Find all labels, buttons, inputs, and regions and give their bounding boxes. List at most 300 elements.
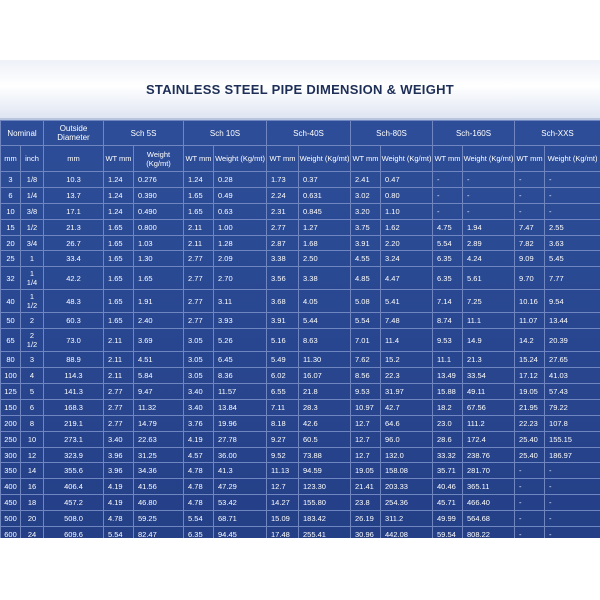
sch80s-wt-cell: 10.97 [351,399,381,415]
sch40s-weight-cell: 94.59 [299,463,351,479]
outside-diameter-cell: 141.3 [44,384,104,400]
sch10s-weight-cell: 68.71 [214,511,267,527]
sch10s-weight-cell: 53.42 [214,495,267,511]
sch40s-weight-cell: 1.68 [299,235,351,251]
sch40s-weight-cell: 4.05 [299,290,351,313]
sch5s-wt-cell: 2.11 [104,329,134,352]
schxxs-wt-cell: - [515,479,545,495]
outside-diameter-cell: 60.3 [44,313,104,329]
nominal-mm-cell: 150 [1,399,21,415]
sch80s-wt-cell: 7.01 [351,329,381,352]
sch160s-weight-cell: 2.89 [463,235,515,251]
schxxs-wt-cell: 10.16 [515,290,545,313]
sch40s-wt-cell: 5.49 [267,352,299,368]
sch160s-wt-cell: - [433,172,463,188]
schxxs-wt-cell: 19.05 [515,384,545,400]
schxxs-weight-cell: - [545,527,600,538]
schedule-header: Sch 10S [184,121,267,146]
sch40s-wt-cell: 2.24 [267,187,299,203]
schxxs-weight-cell: 3.63 [545,235,600,251]
sch160s-wt-cell: 6.35 [433,251,463,267]
sch40s-weight-cell: 0.631 [299,187,351,203]
sch5s-weight-cell: 1.65 [134,267,184,290]
sch80s-weight-cell: 2.20 [381,235,433,251]
nominal-inch-cell: 24 [21,527,44,538]
schxxs-weight-cell: - [545,511,600,527]
sch160s-wt-cell: 28.6 [433,431,463,447]
sch80s-weight-cell: 254.36 [381,495,433,511]
sch10s-wt-cell: 2.77 [184,290,214,313]
schxxs-wt-cell: 25.40 [515,447,545,463]
sch5s-wt-cell: 1.24 [104,203,134,219]
sch160s-wt-cell: 5.54 [433,235,463,251]
schxxs-wt-cell: - [515,203,545,219]
sch40s-wt-cell: 7.11 [267,399,299,415]
schedule-header: Sch-80S [351,121,433,146]
sch10s-wt-cell: 1.65 [184,203,214,219]
weight-header: Weight (Kg/mt) [299,146,351,172]
schxxs-weight-cell: - [545,479,600,495]
sch10s-weight-cell: 0.49 [214,187,267,203]
sch5s-weight-cell: 59.25 [134,511,184,527]
sch80s-wt-cell: 3.20 [351,203,381,219]
schxxs-wt-cell: - [515,495,545,511]
sch10s-weight-cell: 47.29 [214,479,267,495]
sch5s-wt-cell: 1.24 [104,172,134,188]
sch5s-wt-cell: 1.24 [104,187,134,203]
sch40s-weight-cell: 3.38 [299,267,351,290]
sch160s-wt-cell: 7.14 [433,290,463,313]
sch10s-wt-cell: 1.24 [184,172,214,188]
weight-header: Weight (Kg/mt) [381,146,433,172]
sch80s-weight-cell: 132.0 [381,447,433,463]
table-row [1,235,600,251]
sch160s-weight-cell: 4.24 [463,251,515,267]
table-row [1,203,600,219]
sch10s-wt-cell: 3.05 [184,352,214,368]
sch5s-weight-cell: 3.69 [134,329,184,352]
sch40s-wt-cell: 14.27 [267,495,299,511]
inch-header: inch [21,146,44,172]
schxxs-weight-cell: 79.22 [545,399,600,415]
sch160s-wt-cell: 23.0 [433,415,463,431]
wt-header: WT mm [433,146,463,172]
nominal-mm-cell: 400 [1,479,21,495]
sch160s-weight-cell: 5.61 [463,267,515,290]
sch10s-wt-cell: 4.19 [184,431,214,447]
sch80s-wt-cell: 3.75 [351,219,381,235]
sch5s-wt-cell: 2.77 [104,415,134,431]
schxxs-wt-cell: - [515,463,545,479]
sch160s-weight-cell: - [463,187,515,203]
table-row [1,368,600,384]
nominal-inch-cell: 18 [21,495,44,511]
sch160s-wt-cell: 4.75 [433,219,463,235]
sch5s-wt-cell: 4.78 [104,511,134,527]
nominal-mm-cell: 125 [1,384,21,400]
sch5s-wt-cell: 1.65 [104,267,134,290]
schxxs-weight-cell: 9.54 [545,290,600,313]
sch10s-weight-cell: 27.78 [214,431,267,447]
table-row [1,352,600,368]
sch5s-weight-cell: 1.30 [134,251,184,267]
sch10s-weight-cell: 36.00 [214,447,267,463]
outside-diameter-cell: 114.3 [44,368,104,384]
sch10s-weight-cell: 94.45 [214,527,267,538]
sch10s-wt-cell: 4.78 [184,495,214,511]
nominal-mm-cell: 65 [1,329,21,352]
schxxs-weight-cell: 27.65 [545,352,600,368]
sch160s-weight-cell: 564.68 [463,511,515,527]
outside-diameter-cell: 508.0 [44,511,104,527]
schxxs-weight-cell: - [545,172,600,188]
nominal-mm-cell: 80 [1,352,21,368]
nominal-inch-cell: 4 [21,368,44,384]
sch5s-wt-cell: 3.96 [104,447,134,463]
outside-diameter-cell: 48.3 [44,290,104,313]
schxxs-weight-cell: 13.44 [545,313,600,329]
mm-header: mm [1,146,21,172]
sch10s-weight-cell: 11.57 [214,384,267,400]
sch80s-weight-cell: 5.41 [381,290,433,313]
nominal-inch-cell: 3/4 [21,235,44,251]
sch40s-wt-cell: 15.09 [267,511,299,527]
sch80s-wt-cell: 3.91 [351,235,381,251]
schxxs-wt-cell: 9.70 [515,267,545,290]
sch80s-wt-cell: 4.55 [351,251,381,267]
sch5s-weight-cell: 1.91 [134,290,184,313]
sch40s-weight-cell: 60.5 [299,431,351,447]
schxxs-weight-cell: 57.43 [545,384,600,400]
sch80s-wt-cell: 23.8 [351,495,381,511]
sch40s-wt-cell: 9.52 [267,447,299,463]
sch5s-weight-cell: 0.276 [134,172,184,188]
sch10s-wt-cell: 2.77 [184,251,214,267]
sch5s-weight-cell: 46.80 [134,495,184,511]
sch80s-wt-cell: 12.7 [351,431,381,447]
sch10s-wt-cell: 2.77 [184,267,214,290]
nominal-inch-cell: 1/2 [21,219,44,235]
sch5s-weight-cell: 0.800 [134,219,184,235]
sch80s-wt-cell: 7.62 [351,352,381,368]
outside-diameter-cell: 273.1 [44,431,104,447]
schxxs-weight-cell: - [545,495,600,511]
wt-header: WT mm [351,146,381,172]
sch40s-wt-cell: 3.56 [267,267,299,290]
schxxs-wt-cell: - [515,187,545,203]
schxxs-weight-cell: - [545,203,600,219]
weight-header: Weight (Kg/mt) [214,146,267,172]
sch5s-weight-cell: 22.63 [134,431,184,447]
sch160s-weight-cell: - [463,172,515,188]
sch10s-wt-cell: 3.76 [184,415,214,431]
weight-header: Weight (Kg/mt) [463,146,515,172]
nominal-mm-cell: 3 [1,172,21,188]
schxxs-weight-cell: - [545,463,600,479]
sch10s-wt-cell: 3.40 [184,399,214,415]
sch10s-wt-cell: 2.77 [184,313,214,329]
outside-diameter-cell: 33.4 [44,251,104,267]
sch80s-wt-cell: 30.96 [351,527,381,538]
sch5s-wt-cell: 4.19 [104,495,134,511]
outside-diameter-cell: 13.7 [44,187,104,203]
sch80s-weight-cell: 203.33 [381,479,433,495]
sch5s-wt-cell: 1.65 [104,290,134,313]
sch80s-wt-cell: 19.05 [351,463,381,479]
schxxs-weight-cell: 107.8 [545,415,600,431]
nominal-mm-cell: 50 [1,313,21,329]
nominal-mm-cell: 300 [1,447,21,463]
table-row [1,329,600,352]
sch80s-wt-cell: 21.41 [351,479,381,495]
pipe-dimension-table [0,120,600,538]
sch160s-weight-cell: 808.22 [463,527,515,538]
schxxs-weight-cell: - [545,187,600,203]
outside-diameter-header: Outside Diameter [44,121,104,146]
title-band [0,60,600,120]
schxxs-wt-cell: 21.95 [515,399,545,415]
sch40s-weight-cell: 0.845 [299,203,351,219]
sch40s-weight-cell: 11.30 [299,352,351,368]
sch10s-weight-cell: 1.28 [214,235,267,251]
table-row [1,267,600,290]
sch5s-weight-cell: 9.47 [134,384,184,400]
sch10s-weight-cell: 0.63 [214,203,267,219]
nominal-inch-cell: 1/4 [21,187,44,203]
nominal-mm-cell: 200 [1,415,21,431]
sch5s-wt-cell: 1.65 [104,235,134,251]
sch160s-weight-cell: 111.2 [463,415,515,431]
sch80s-weight-cell: 64.6 [381,415,433,431]
sch40s-wt-cell: 3.68 [267,290,299,313]
sch10s-wt-cell: 4.78 [184,479,214,495]
schedule-header: Sch-XXS [515,121,600,146]
outside-diameter-cell: 21.3 [44,219,104,235]
table-row [1,290,600,313]
sch10s-wt-cell: 3.05 [184,368,214,384]
sch10s-wt-cell: 4.57 [184,447,214,463]
nominal-inch-cell: 3/8 [21,203,44,219]
outside-diameter-cell: 219.1 [44,415,104,431]
sch160s-wt-cell: 9.53 [433,329,463,352]
nominal-inch-cell: 1/8 [21,172,44,188]
sch10s-wt-cell: 4.78 [184,463,214,479]
sch5s-weight-cell: 41.56 [134,479,184,495]
table-row [1,415,600,431]
sch80s-weight-cell: 158.08 [381,463,433,479]
sch10s-weight-cell: 1.00 [214,219,267,235]
sch80s-weight-cell: 15.2 [381,352,433,368]
schxxs-wt-cell: 9.09 [515,251,545,267]
sch5s-weight-cell: 4.51 [134,352,184,368]
schxxs-wt-cell: 11.07 [515,313,545,329]
sch160s-weight-cell: 172.4 [463,431,515,447]
sch5s-weight-cell: 1.03 [134,235,184,251]
table-row [1,479,600,495]
sch40s-weight-cell: 73.88 [299,447,351,463]
sch10s-weight-cell: 0.28 [214,172,267,188]
sch40s-wt-cell: 17.48 [267,527,299,538]
sch40s-weight-cell: 123.30 [299,479,351,495]
sch80s-wt-cell: 12.7 [351,447,381,463]
nominal-mm-cell: 15 [1,219,21,235]
od-unit-header: mm [44,146,104,172]
table-row [1,447,600,463]
sch160s-wt-cell: 49.99 [433,511,463,527]
sch160s-wt-cell: 8.74 [433,313,463,329]
schedule-header: Sch-160S [433,121,515,146]
sch40s-weight-cell: 1.27 [299,219,351,235]
sch10s-weight-cell: 2.09 [214,251,267,267]
sch80s-weight-cell: 1.10 [381,203,433,219]
schedule-header: Sch-40S [267,121,351,146]
sch5s-wt-cell: 1.65 [104,313,134,329]
sch40s-weight-cell: 255.41 [299,527,351,538]
sch80s-wt-cell: 12.7 [351,415,381,431]
schxxs-wt-cell: - [515,172,545,188]
sch160s-wt-cell: 11.1 [433,352,463,368]
sch5s-wt-cell: 2.77 [104,384,134,400]
sch40s-wt-cell: 12.7 [267,479,299,495]
nominal-mm-cell: 100 [1,368,21,384]
sch160s-weight-cell: 238.76 [463,447,515,463]
nominal-inch-cell: 1 [21,251,44,267]
sch160s-wt-cell: 40.46 [433,479,463,495]
outside-diameter-cell: 10.3 [44,172,104,188]
nominal-mm-cell: 20 [1,235,21,251]
sch10s-weight-cell: 41.3 [214,463,267,479]
sch5s-wt-cell: 2.11 [104,368,134,384]
sch40s-wt-cell: 11.13 [267,463,299,479]
sch5s-weight-cell: 2.40 [134,313,184,329]
schxxs-wt-cell: - [515,511,545,527]
sch160s-wt-cell: 45.71 [433,495,463,511]
sch40s-wt-cell: 8.18 [267,415,299,431]
sch80s-weight-cell: 11.4 [381,329,433,352]
weight-header: Weight (Kg/mt) [134,146,184,172]
nominal-inch-cell: 14 [21,463,44,479]
wt-header: WT mm [184,146,214,172]
sch5s-weight-cell: 34.36 [134,463,184,479]
sch40s-weight-cell: 2.50 [299,251,351,267]
sch160s-weight-cell: 67.56 [463,399,515,415]
sch80s-weight-cell: 3.24 [381,251,433,267]
sch40s-weight-cell: 155.80 [299,495,351,511]
sch40s-wt-cell: 6.02 [267,368,299,384]
nominal-inch-cell: 6 [21,399,44,415]
sch40s-weight-cell: 21.8 [299,384,351,400]
nominal-mm-cell: 40 [1,290,21,313]
table-row [1,463,600,479]
sch40s-wt-cell: 3.91 [267,313,299,329]
sch10s-wt-cell: 1.65 [184,187,214,203]
sch160s-weight-cell: 11.1 [463,313,515,329]
sch10s-wt-cell: 2.11 [184,219,214,235]
nominal-inch-cell: 2 [21,313,44,329]
sch160s-weight-cell: 14.9 [463,329,515,352]
schxxs-weight-cell: 5.45 [545,251,600,267]
sch5s-weight-cell: 5.84 [134,368,184,384]
wt-header: WT mm [515,146,545,172]
table-row [1,511,600,527]
wt-header: WT mm [104,146,134,172]
sch5s-weight-cell: 14.79 [134,415,184,431]
sch80s-weight-cell: 22.3 [381,368,433,384]
outside-diameter-cell: 42.2 [44,267,104,290]
sch10s-wt-cell: 3.40 [184,384,214,400]
schxxs-weight-cell: 41.03 [545,368,600,384]
sch80s-weight-cell: 0.80 [381,187,433,203]
schedule-header: Sch 5S [104,121,184,146]
sch40s-wt-cell: 1.73 [267,172,299,188]
sch160s-weight-cell: 49.11 [463,384,515,400]
sch40s-wt-cell: 2.77 [267,219,299,235]
nominal-inch-cell: 16 [21,479,44,495]
table-row [1,527,600,538]
outside-diameter-cell: 457.2 [44,495,104,511]
outside-diameter-cell: 168.3 [44,399,104,415]
sch160s-wt-cell: 15.88 [433,384,463,400]
sch160s-weight-cell: 7.25 [463,290,515,313]
nominal-inch-cell: 5 [21,384,44,400]
sch80s-weight-cell: 7.48 [381,313,433,329]
sch160s-weight-cell: 21.3 [463,352,515,368]
sch40s-wt-cell: 9.27 [267,431,299,447]
nominal-mm-cell: 250 [1,431,21,447]
sch160s-weight-cell: 281.70 [463,463,515,479]
sch5s-wt-cell: 5.54 [104,527,134,538]
sch80s-weight-cell: 96.0 [381,431,433,447]
nominal-inch-cell: 20 [21,511,44,527]
nominal-inch-cell: 2 1/2 [21,329,44,352]
sch5s-wt-cell: 2.11 [104,352,134,368]
schxxs-weight-cell: 7.77 [545,267,600,290]
sch40s-wt-cell: 5.16 [267,329,299,352]
table-row [1,172,600,188]
nominal-mm-cell: 32 [1,267,21,290]
sch160s-wt-cell: - [433,203,463,219]
sch40s-weight-cell: 183.42 [299,511,351,527]
nominal-inch-cell: 3 [21,352,44,368]
sch5s-weight-cell: 31.25 [134,447,184,463]
sch80s-weight-cell: 0.47 [381,172,433,188]
sch10s-weight-cell: 2.70 [214,267,267,290]
sch160s-weight-cell: 33.54 [463,368,515,384]
sch40s-wt-cell: 3.38 [267,251,299,267]
table-row [1,251,600,267]
sch5s-weight-cell: 82.47 [134,527,184,538]
nominal-mm-cell: 6 [1,187,21,203]
nominal-inch-cell: 1 1/4 [21,267,44,290]
header-row-schedules [1,121,600,146]
nominal-mm-cell: 10 [1,203,21,219]
schxxs-wt-cell: 7.82 [515,235,545,251]
sch80s-weight-cell: 1.62 [381,219,433,235]
nominal-mm-cell: 600 [1,527,21,538]
sch5s-wt-cell: 2.77 [104,399,134,415]
sch40s-wt-cell: 2.87 [267,235,299,251]
sch10s-weight-cell: 6.45 [214,352,267,368]
sch10s-wt-cell: 3.05 [184,329,214,352]
table-body [1,172,600,539]
sch80s-wt-cell: 4.85 [351,267,381,290]
sch10s-wt-cell: 5.54 [184,511,214,527]
sch10s-wt-cell: 6.35 [184,527,214,538]
sch40s-weight-cell: 42.6 [299,415,351,431]
sch5s-wt-cell: 1.65 [104,219,134,235]
schxxs-weight-cell: 2.55 [545,219,600,235]
wt-header: WT mm [267,146,299,172]
